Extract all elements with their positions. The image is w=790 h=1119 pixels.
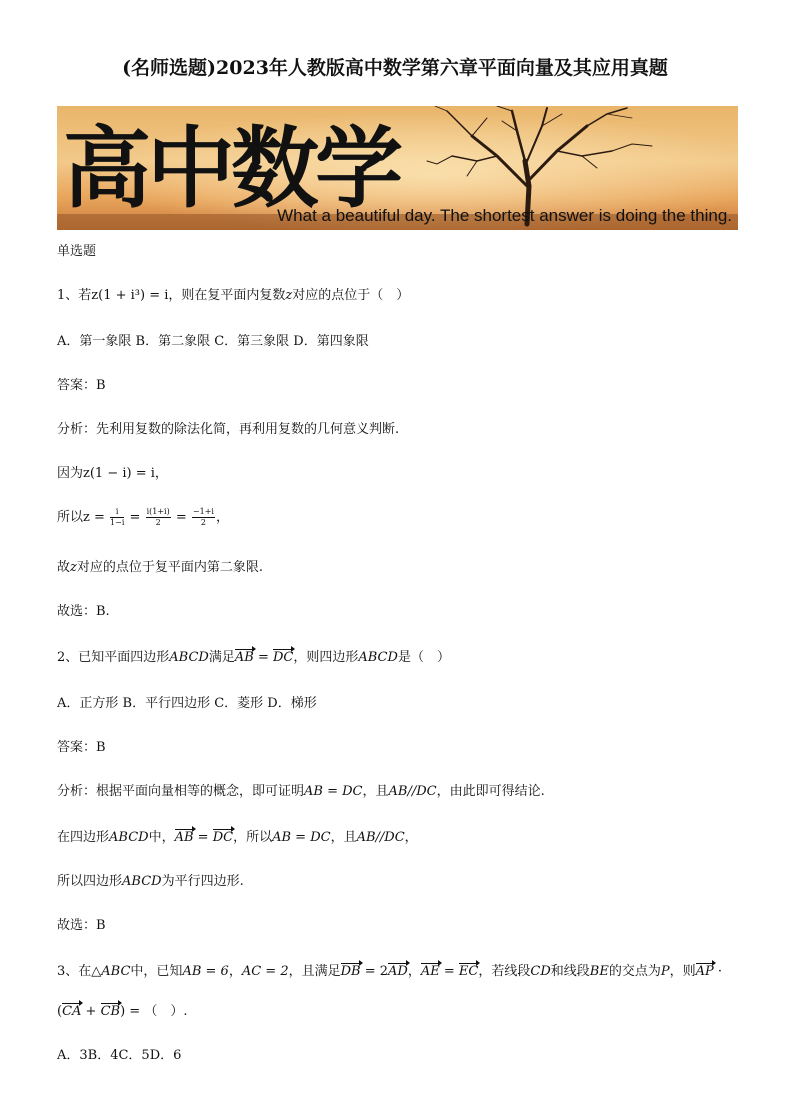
q1-conclusion: 故选：B. (57, 604, 110, 619)
q1-stem: 1、若z(1 + i³) = i，则在复平面内复数z对应的点位于（ ） (57, 288, 410, 303)
q1-options: A．第一象限 B．第二象限 C．第三象限 D．第四象限 (57, 334, 369, 349)
section-heading: 单选题 (57, 244, 97, 259)
q2-conclusion: 故选：B (57, 918, 106, 933)
q2-stem: 2、已知平面四边形ABCD满足AB = DC，则四边形ABCD是（ ） (57, 650, 450, 665)
q2-step1: 在四边形ABCD中，AB = DC，所以AB = DC，且AB//DC， (57, 830, 418, 845)
q3-stem-line2: (CA + CB) = （ ）. (57, 1004, 188, 1019)
q2-options: A．正方形 B．平行四边形 C．菱形 D．梯形 (57, 696, 317, 711)
fraction: $\frac{-1+i}{2}$ (192, 507, 214, 527)
fraction: $\frac{i}{1-i}$ (110, 507, 125, 527)
banner-slogan: What a beautiful day. The shortest answer is doing the thing. (277, 206, 732, 225)
q2-answer: 答案：B (57, 740, 106, 755)
q1-analysis: 分析：先利用复数的除法化简，再利用复数的几何意义判断. (57, 422, 400, 437)
q1-step3: 故z对应的点位于复平面内第二象限. (57, 560, 264, 575)
q2-analysis: 分析：根据平面向量相等的概念，即可证明AB = DC，且AB//DC，由此即可得结论. (57, 784, 545, 799)
banner-title: 高中数学 (63, 116, 400, 220)
q3-options: A．3B．4C．5D．6 (57, 1048, 182, 1063)
q3-stem-line1: 3、在△ABC中，已知AB = 6，AC = 2，且满足DB = 2AD，AE = EC，若线段CD和线段BE的交点为P，则AP · (57, 964, 722, 979)
q1-answer: 答案：B (57, 378, 106, 393)
q1-step1: 因为z(1 − i) = i， (57, 466, 168, 481)
banner-image (57, 106, 738, 230)
document-title: (名师选题)2023年人教版高中数学第六章平面向量及其应用真题 (122, 57, 668, 79)
q2-step2: 所以四边形ABCD为平行四边形. (57, 874, 244, 889)
fraction: $\frac{i(1+i)}{2}$ (146, 507, 170, 527)
q1-step2: 所以z = $\frac{i}{1-i}$ = $\frac{i(1+i)}{2}$ = $\frac{-1+i}{2}$ ， (57, 507, 229, 527)
